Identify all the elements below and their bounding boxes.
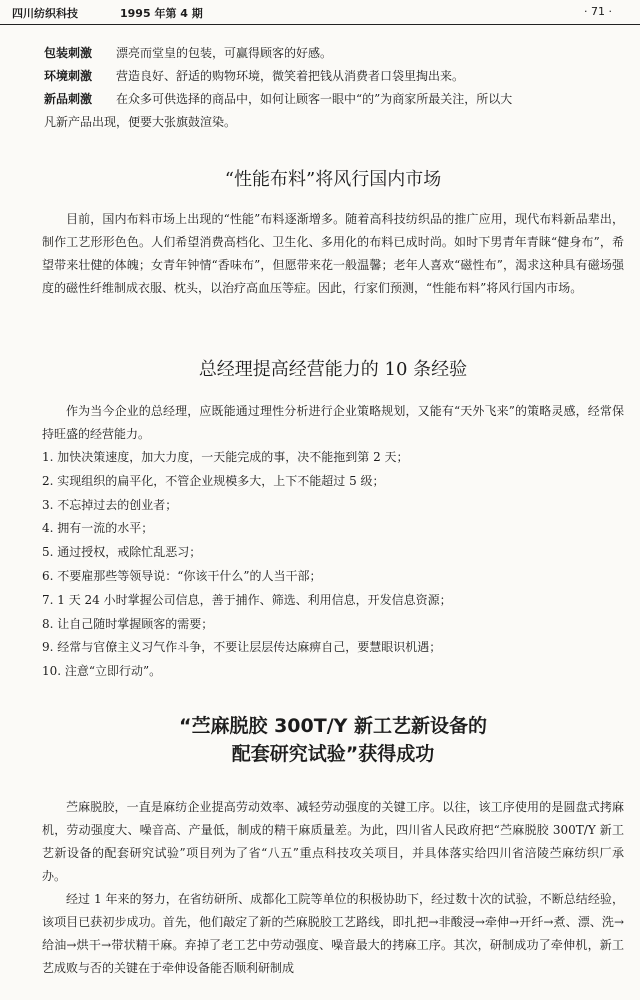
- list-item: 6. 不要雇那些等领导说：“你该干什么”的人当干部；: [42, 568, 322, 583]
- article-performance-fabric-body: [42, 208, 624, 300]
- definition-text: 在众多可供选择的商品中，如何让顾客一眼中“的”为商家所最关注，所以大: [116, 92, 513, 106]
- article-ten-experiences: [42, 355, 624, 381]
- article-performance-fabric: [42, 165, 624, 191]
- article-title-line1: “苎麻脱胶 300T/Y 新工艺新设备的: [178, 715, 488, 737]
- list-item: 2. 实现组织的扁平化，不管企业规模多大，上下不能超过 5 级；: [42, 473, 385, 488]
- article-ramie-degumming-body: [42, 796, 624, 980]
- article-intro: 作为当今企业的总经理，应既能通过理性分析进行企业策略规划，又能有“天外飞来”的策略灵感，经常保持旺盛的经营能力。: [42, 404, 624, 441]
- definition-item: [44, 42, 622, 65]
- list-item: 3. 不忘掉过去的创业者；: [42, 497, 178, 512]
- article-paragraph: 苎麻脱胶，一直是麻纺企业提高劳动效率、减轻劳动强度的关键工序。以往，该工序使用的是圆盘式拷麻机，劳动强度大、噪音高、产量低，制成的精干麻质量差。为此，四川省人民政府把“苎麻脱胶 300T/Y 新工艺新设备的配套研究试验”项目列为了省“八五”重点科技攻关项目，并具体落实给四川省涪陵苎麻纺织厂承办。: [42, 800, 624, 883]
- list-item: 4. 拥有一流的水平；: [42, 521, 154, 536]
- article-ramie-degumming: [42, 712, 624, 768]
- list-item: 7. 1 天 24 小时掌握公司信息，善于捕作、筛选、利用信息，开发信息资源；: [42, 592, 452, 607]
- article-paragraph: 目前，国内布料市场上出现的“性能”布料逐渐增多。随着高科技纺织品的推广应用，现代布料新品辈出，制作工艺形形色色。人们希望消费高档化、卫生化、多用化的布料已成时尚。如时下男青年青睐“健身布”，希望带来壮健的体魄；女青年钟情“香味布”，但愿带来花一般温馨；老年人喜欢“磁性布”，渴求这种具有磁场强度的磁性纤维制成衣服、枕头，以治疗高血压等症。因此，行家们预测，“性能布料”将风行国内市场。: [42, 212, 624, 295]
- article-paragraph: 经过 1 年来的努力，在省纺研所、成都化工院等单位的积极协助下，经过数十次的试验，不断总结经验，该项目已获初步成功。首先，他们敲定了新的苎麻脱胶工艺路线，即扎把→非酸浸→牵伸→开纤→煮、漂、洗→给油→烘干→带状精干麻。弃掉了老工艺中劳动强度、噪音最大的拷麻工序。其次，研制成功了牵伸机，新工艺成败与否的关键在于牵伸设备能否顺利研制成: [42, 892, 624, 975]
- definition-text: 漂亮而堂皇的包装，可赢得顾客的好感。: [116, 46, 333, 60]
- definition-continuation: 凡新产品出现，便要大张旗鼓渲染。: [44, 115, 237, 129]
- list-item: 1. 加快决策速度，加大力度，一天能完成的事，决不能拖到第 2 天；: [42, 450, 409, 464]
- definition-term: 环境刺激: [44, 69, 93, 83]
- article-title: “性能布料”将风行国内市场: [224, 169, 442, 190]
- list-item: 9. 经常与官僚主义习气作斗争，不要让层层传达麻痹自己，要慧眼识机遇；: [42, 640, 442, 655]
- article-title: 总经理提高经营能力的 10 条经验: [198, 359, 468, 380]
- definition-term: 包装刺激: [44, 46, 93, 60]
- definition-item: [44, 88, 622, 111]
- list-item: 5. 通过授权，戒除忙乱恶习；: [42, 545, 202, 560]
- experience-list: [42, 446, 624, 684]
- article-ten-experiences-body: [42, 400, 624, 684]
- page-number: · 71 ·: [584, 5, 612, 18]
- stimulus-definitions: [44, 42, 622, 134]
- journal-name: 四川纺织科技: [12, 7, 78, 20]
- running-header: [0, 0, 640, 25]
- definition-text: 营造良好、舒适的购物环境，微笑着把钱从消费者口袋里掏出来。: [116, 69, 465, 83]
- definition-item: [44, 65, 622, 88]
- article-title-line2: 配套研究试验”获得成功: [231, 743, 435, 765]
- definition-term: 新品刺激: [44, 92, 93, 106]
- issue-number: 1995 年第 4 期: [120, 7, 203, 20]
- list-item: 10. 注意“立即行动”。: [42, 664, 162, 679]
- list-item: 8. 让自己随时掌握顾客的需要；: [42, 616, 214, 631]
